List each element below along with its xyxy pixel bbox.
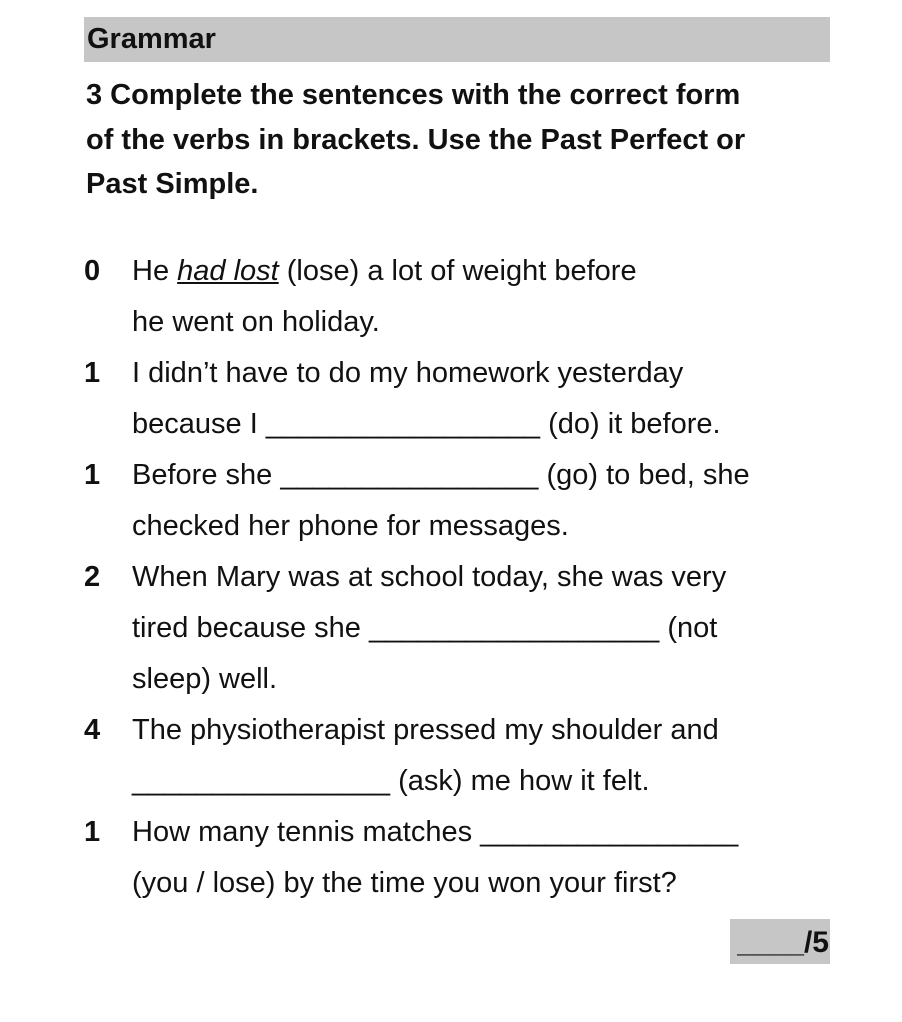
section-title: Grammar (84, 17, 830, 62)
answer-blank[interactable]: __________________ (368, 612, 660, 644)
item-number: 1 (84, 816, 101, 848)
exercise-item (84, 552, 844, 705)
item-line (132, 246, 844, 297)
item-text: How many tennis matches (132, 816, 481, 848)
item-text: tired because she (132, 612, 369, 644)
item-line (132, 399, 844, 450)
item-line: he went on holiday. (132, 306, 380, 338)
item-text: He (132, 255, 178, 287)
exercise-item (84, 807, 844, 909)
item-line (132, 756, 844, 807)
item-line (132, 603, 844, 654)
answer-blank[interactable]: _________________ (265, 408, 541, 440)
instructions-line: Past Simple. (86, 168, 259, 200)
instructions-line: 3 Complete the sentences with the correct form (86, 79, 741, 111)
score-box (730, 919, 830, 964)
exercise-item (84, 246, 844, 348)
item-number: 0 (84, 255, 101, 287)
item-text: (ask) me how it felt. (390, 765, 650, 797)
item-number: 2 (84, 561, 101, 593)
item-number: 4 (84, 714, 101, 746)
score-blank[interactable]: ____ (737, 926, 804, 959)
item-line (132, 807, 844, 858)
item-text: (lose) a lot of weight before (278, 255, 637, 287)
score-total: /5 (803, 926, 829, 959)
item-line (132, 450, 844, 501)
item-text: Before she (132, 459, 281, 491)
exercise-item (84, 450, 844, 552)
item-line: The physiotherapist pressed my shoulder and (132, 714, 719, 746)
answer-blank[interactable]: ________________ (132, 765, 391, 797)
instructions-line: of the verbs in brackets. Use the Past Perfect or (86, 123, 746, 156)
item-line: I didn’t have to do my homework yesterday (132, 357, 684, 389)
exercise-list (84, 246, 844, 909)
item-text: because I (132, 408, 266, 440)
item-text: (go) to bed, she (538, 459, 750, 491)
item-text: (not (659, 612, 718, 644)
item-line: sleep) well. (132, 663, 278, 695)
answer-blank[interactable]: ________________ (280, 459, 539, 491)
exercise-item (84, 348, 844, 450)
instructions (86, 73, 826, 207)
example-answer: had lost (177, 255, 279, 287)
answer-blank[interactable]: ________________ (480, 816, 739, 848)
item-line: When Mary was at school today, she was very (132, 561, 727, 593)
item-line: (you / lose) by the time you won your first? (132, 867, 677, 899)
item-number: 1 (84, 459, 101, 491)
item-line: checked her phone for messages. (132, 510, 569, 542)
exercise-item (84, 705, 844, 807)
item-text: (do) it before. (540, 408, 721, 440)
item-number: 1 (84, 357, 101, 389)
